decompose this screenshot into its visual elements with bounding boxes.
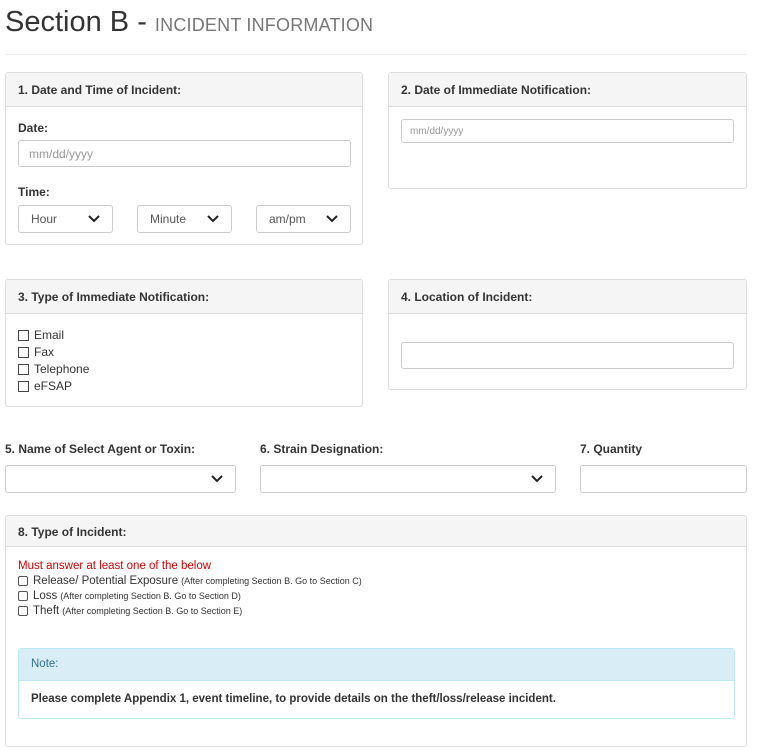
notification-date-input[interactable] [401,119,734,143]
checkbox-theft[interactable] [18,604,242,618]
panel-heading: 3. Type of Immediate Notification: [6,280,362,314]
panel-heading: 4. Location of Incident: [389,280,746,314]
strain-designation-label: 6. Strain Designation: [260,442,384,456]
checkbox-icon[interactable] [18,606,28,616]
minute-select-value: Minute [150,212,187,226]
note-title: Note: [19,649,734,681]
location-input[interactable] [401,342,734,369]
panel-type-of-notification [5,279,363,407]
strain-designation-select[interactable] [260,465,556,493]
panel-date-of-notification [388,72,747,189]
agent-toxin-label: 5. Name of Select Agent or Toxin: [5,442,196,456]
time-label: Time: [18,185,50,199]
checkbox-icon[interactable] [18,591,28,601]
hour-select-value: Hour [31,212,58,226]
chevron-down-icon [326,215,338,223]
checkbox-label: Theft [33,605,60,617]
note-text: Please complete Appendix 1, event timeline, to provide details on the theft/loss/release incident. [31,693,556,705]
checkbox-label: eFSAP [34,379,73,393]
checkbox-label: Email [34,328,65,342]
chevron-down-icon [211,475,223,483]
checkbox-icon[interactable] [18,330,29,341]
section-subtitle: INCIDENT INFORMATION [154,15,374,35]
checkbox-icon[interactable] [18,364,29,375]
checkbox-loss[interactable] [18,589,241,603]
ampm-select-value: am/pm [269,212,306,226]
date-label: Date: [18,121,49,135]
checkbox-hint: (After completing Section B. Go to Section E) [62,606,243,616]
chevron-down-icon [207,215,219,223]
checkbox-label: Loss [33,590,58,602]
incident-date-input[interactable] [18,140,351,167]
quantity-label: 7. Quantity [580,442,643,456]
minute-select[interactable] [137,205,232,233]
checkbox-release[interactable] [18,574,362,588]
checkbox-label: Release/ Potential Exposure [33,575,179,587]
title-divider [5,54,747,55]
checkbox-email[interactable] [18,327,64,343]
checkbox-icon[interactable] [18,347,29,358]
panel-location-of-incident [388,279,747,390]
checkbox-label: Fax [34,345,55,359]
agent-toxin-select[interactable] [5,465,236,493]
checkbox-hint: (After completing Section B. Go to Section D) [60,591,241,601]
checkbox-fax[interactable] [18,344,54,360]
panel-heading: 8. Type of Incident: [6,516,746,547]
quantity-input[interactable] [580,465,747,493]
title-dash: - [129,6,155,38]
panel-type-of-incident [5,515,747,747]
chevron-down-icon [531,475,543,483]
section-title: Section B [5,6,130,38]
checkbox-efsap[interactable] [18,378,72,394]
panel-date-time-of-incident [5,72,363,245]
incident-date-placeholder: mm/dd/yyyy [29,146,94,161]
notification-date-placeholder: mm/dd/yyyy [410,125,464,137]
checkbox-hint: (After completing Section B. Go to Section C) [181,576,362,586]
required-warning: Must answer at least one of the below [18,560,212,572]
chevron-down-icon [88,215,100,223]
panel-heading: 2. Date of Immediate Notification: [389,73,746,107]
hour-select[interactable] [18,205,113,233]
page-title [5,4,373,43]
checkbox-icon[interactable] [18,576,28,586]
panel-heading: 1. Date and Time of Incident: [6,73,362,107]
checkbox-label: Telephone [34,362,90,376]
checkbox-icon[interactable] [18,381,29,392]
note-box [18,648,735,719]
ampm-select[interactable] [256,205,351,233]
checkbox-telephone[interactable] [18,361,89,377]
